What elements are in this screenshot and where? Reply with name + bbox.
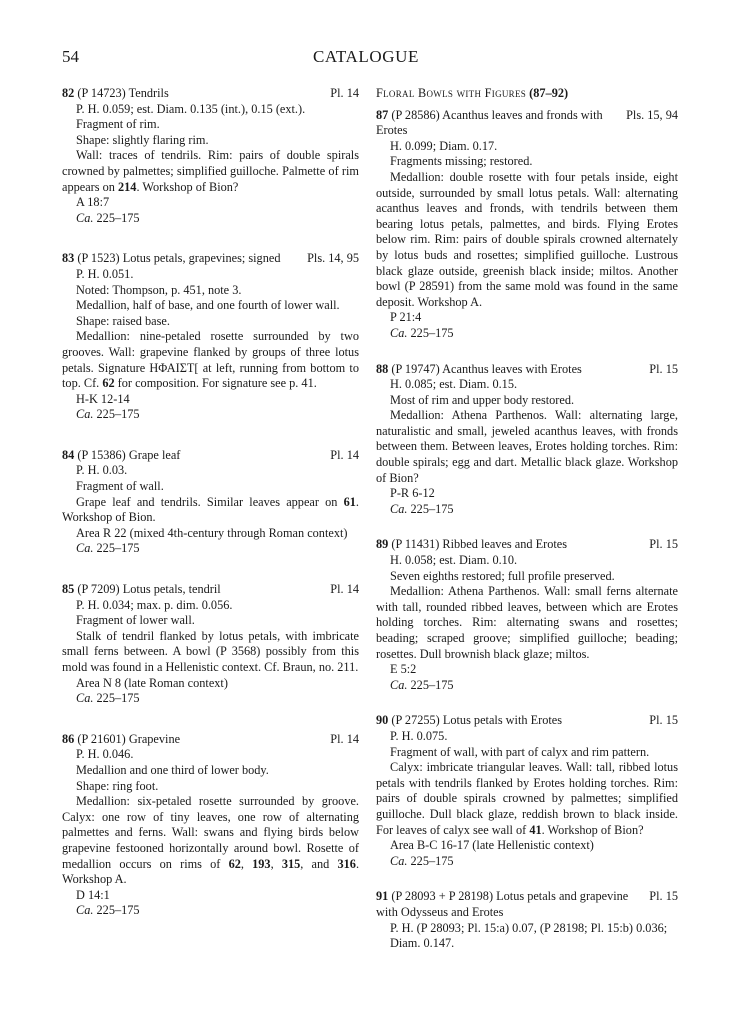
date: Ca. 225–175: [76, 903, 140, 918]
plate-reference: Pl. 14: [330, 731, 359, 746]
entry-title: [62, 448, 330, 464]
entry-number: 89: [376, 537, 389, 552]
entry-heading: [62, 251, 359, 267]
entry-heading: [62, 86, 359, 102]
deposit: Area B-C 16-17 (late Hellenistic context): [390, 838, 594, 853]
preservation: Fragment of wall.: [76, 479, 164, 494]
entry-title: [376, 362, 649, 378]
plate-reference: Pl. 15: [649, 361, 678, 376]
entry-heading: [376, 889, 678, 920]
description: Medallion: six-petaled rosette surrounded by groove. Calyx: one row of tiny leaves, one row of alternating palmettes and ferns. Wall: swans and flying birds below grapevine festooned horizontally around bowl. Rosette of medallion occurs on rims of 62, 193, 315, and 316. Workshop A.: [62, 794, 360, 887]
date: Ca. 225–175: [76, 541, 140, 556]
entry-title: [62, 251, 307, 267]
entry-number: 86: [62, 731, 75, 746]
plate-reference: Pl. 14: [330, 447, 359, 462]
plate-reference: Pl. 14: [330, 86, 359, 100]
dimensions: P. H. (P 28093; Pl. 15:a) 0.07, (P 28198; Pl. 15:b) 0.036; Diam. 0.147.: [390, 920, 668, 951]
entry-title-text: (P 14723) Tendrils: [77, 86, 169, 100]
deposit: P 21:4: [390, 310, 422, 325]
entry-title: [62, 582, 330, 598]
catalogue-entry-89: [376, 537, 678, 693]
plate-reference: Pl. 15: [649, 889, 678, 904]
preservation: Fragment of rim.: [76, 117, 160, 132]
dimensions: P. H. 0.051.: [76, 266, 134, 281]
entry-number: 87: [376, 107, 389, 122]
date: Ca. 225–175: [390, 501, 454, 516]
plate-reference: Pls. 15, 94: [626, 107, 678, 122]
entry-title-text: (P 28093 + P 28198) Lotus petals and grapevine with Odysseus and Erotes: [376, 889, 629, 919]
date: Ca. 225–175: [390, 325, 454, 340]
entry-title-text: (P 19747) Acanthus leaves with Erotes: [391, 361, 582, 376]
section-heading: Floral Bowls with Figures (87–92): [376, 86, 569, 100]
entry-heading: [376, 713, 678, 729]
entry-number: 84: [62, 447, 75, 462]
date: Ca. 225–175: [390, 677, 454, 692]
entry-heading: [376, 108, 678, 139]
date: Ca. 225–175: [76, 407, 140, 422]
entry-title-text: (P 7209) Lotus petals, tendril: [77, 582, 221, 597]
entry-title: [376, 713, 649, 729]
preservation: Seven eighths restored; full profile preserved.: [390, 568, 615, 583]
description: Medallion: Athena Parthenos. Wall: small ferns alternate with tall, rounded ribbed leaves, between which are Erotes holding torches. Rim: alternating swans and rosettes; beading; scraped groove; simplified guilloche; beading; rosettes. Dull brownish black glaze; miltos.: [376, 584, 678, 661]
preservation: Most of rim and upper body restored.: [390, 392, 575, 407]
catalogue-entry-86: [62, 732, 359, 919]
bibliography: Noted: Thompson, p. 451, note 3.: [76, 282, 242, 297]
entry-title: [62, 86, 330, 102]
entry-title-text: (P 15386) Grape leaf: [77, 447, 181, 462]
date: Ca. 225–175: [76, 210, 140, 225]
deposit: D 14:1: [76, 887, 110, 902]
catalogue-entry-87: [376, 108, 678, 342]
entry-number: 82: [62, 86, 75, 100]
date: Ca. 225–175: [76, 691, 140, 706]
preservation: Fragments missing; restored.: [390, 154, 533, 169]
preservation: Fragment of lower wall.: [76, 613, 195, 628]
dimensions: H. 0.085; est. Diam. 0.15.: [390, 377, 518, 392]
plate-reference: Pls. 14, 95: [307, 251, 359, 266]
deposit: Area N 8 (late Roman context): [76, 675, 228, 690]
description: Wall: traces of tendrils. Rim: pairs of double spirals crowned by palmettes; simplified guilloche. Palmette of rim appears on 214. Workshop of Bion?: [62, 148, 359, 194]
shape: Shape: ring foot.: [76, 778, 159, 793]
entry-heading: [62, 448, 359, 464]
entry-number: 90: [376, 713, 389, 728]
page-number: 54: [62, 47, 79, 66]
entry-number: 91: [376, 889, 389, 904]
catalogue-entry-84: [62, 448, 359, 557]
shape: Shape: raised base.: [76, 313, 170, 328]
entry-title-text: (P 28586) Acanthus leaves and fronds with Erotes: [376, 107, 603, 138]
entry-heading: [376, 362, 678, 378]
entry-title-text: (P 21601) Grapevine: [77, 731, 181, 746]
entry-number: 83: [62, 251, 75, 266]
entry-title-text: (P 1523) Lotus petals, grapevines; signed: [77, 251, 281, 266]
entry-title: [62, 732, 330, 748]
description: Medallion: nine-petaled rosette surrounded by two grooves. Wall: grapevine flanked by groups of three lotus petals. Signature ΗΦΑΙΣΤ[ at left, running from bottom to top. Cf. 62 for composition. For signature see p. 41.: [62, 329, 359, 391]
description: Medallion: Athena Parthenos. Wall: alternating large, naturalistic and small, jeweled acanthus leaves, with fronds between them. Between leaves, Erotes holding torches. Rim: double spirals; egg and dart. Metallic black glaze. Workshop of Bion?: [376, 408, 678, 485]
entry-heading: [62, 732, 359, 748]
entry-number: 88: [376, 361, 389, 376]
dimensions: P. H. 0.059; est. Diam. 0.135 (int.), 0.15 (ext.).: [76, 101, 306, 116]
entry-title-text: (P 11431) Ribbed leaves and Erotes: [391, 537, 568, 552]
dimensions: H. 0.058; est. Diam. 0.10.: [390, 553, 518, 568]
catalogue-entry-88: [376, 362, 678, 518]
deposit: A 18:7: [76, 195, 110, 210]
entry-title: [376, 889, 649, 920]
entry-title: [376, 108, 626, 139]
entry-title: [376, 537, 649, 553]
catalogue-entry-85: [62, 582, 359, 707]
dimensions: P. H. 0.03.: [76, 463, 128, 478]
description: Grape leaf and tendrils. Similar leaves appear on 61. Workshop of Bion.: [62, 494, 359, 525]
preservation: Medallion, half of base, and one fourth of lower wall.: [76, 298, 340, 313]
left-column: [62, 86, 359, 944]
entry-number: 85: [62, 582, 75, 597]
preservation: Medallion and one third of lower body.: [76, 762, 269, 777]
catalogue-entry-82: [62, 86, 359, 226]
preservation: Fragment of wall, with part of calyx and rim pattern.: [390, 744, 650, 759]
catalogue-entry-83: [62, 251, 359, 423]
deposit: Area R 22 (mixed 4th-century through Roman context): [76, 525, 348, 540]
catalogue-entry-90: [376, 713, 678, 869]
dimensions: P. H. 0.075.: [390, 728, 448, 743]
description: Calyx: imbricate triangular leaves. Wall: tall, ribbed lotus petals with tendrils flanked by Erotes holding torches. Rim: pairs of double spirals crowned by palmettes; simplified guilloche. Dull black glaze, reddish brown to black inside. For leaves of calyx see wall of 41. Workshop of Bion?: [376, 760, 678, 837]
catalogue-entry-91: [376, 889, 678, 951]
dimensions: H. 0.099; Diam. 0.17.: [390, 138, 498, 153]
shape: Shape: slightly flaring rim.: [76, 132, 209, 147]
plate-reference: Pl. 15: [649, 713, 678, 728]
description: Medallion: double rosette with four petals inside, eight outside, surrounded by small lotus petals. Wall: alternating acanthus leaves and fronds, with tendrils between them bearing lotus petals, palmettes, and birds. Flying Erotes below rim. Rim: pairs of double spirals crowned alternately by lotus buds and rosettes; simplified guilloche. Lustrous black glaze outside, greenish black inside; miltos. Another bowl (P 28591) from the same mold was found in the same deposit. Workshop A.: [376, 169, 678, 309]
plate-reference: Pl. 15: [649, 537, 678, 552]
deposit: E 5:2: [390, 662, 417, 677]
running-head: CATALOGUE: [312, 47, 420, 66]
entry-heading: [376, 537, 678, 553]
date: Ca. 225–175: [390, 853, 454, 868]
entry-title-text: (P 27255) Lotus petals with Erotes: [391, 713, 563, 728]
entry-heading: [62, 582, 359, 598]
deposit: H-K 12-14: [76, 391, 130, 406]
deposit: P-R 6-12: [390, 486, 435, 501]
right-column: [376, 86, 678, 972]
dimensions: P. H. 0.046.: [76, 747, 134, 762]
plate-reference: Pl. 14: [330, 582, 359, 597]
dimensions: P. H. 0.034; max. p. dim. 0.056.: [76, 597, 233, 612]
description: Stalk of tendril flanked by lotus petals, with imbricate small ferns between. A bowl (P 3568) possibly from this mold was found in a Hellenistic context. Cf. Braun, no. 211.: [62, 628, 359, 674]
